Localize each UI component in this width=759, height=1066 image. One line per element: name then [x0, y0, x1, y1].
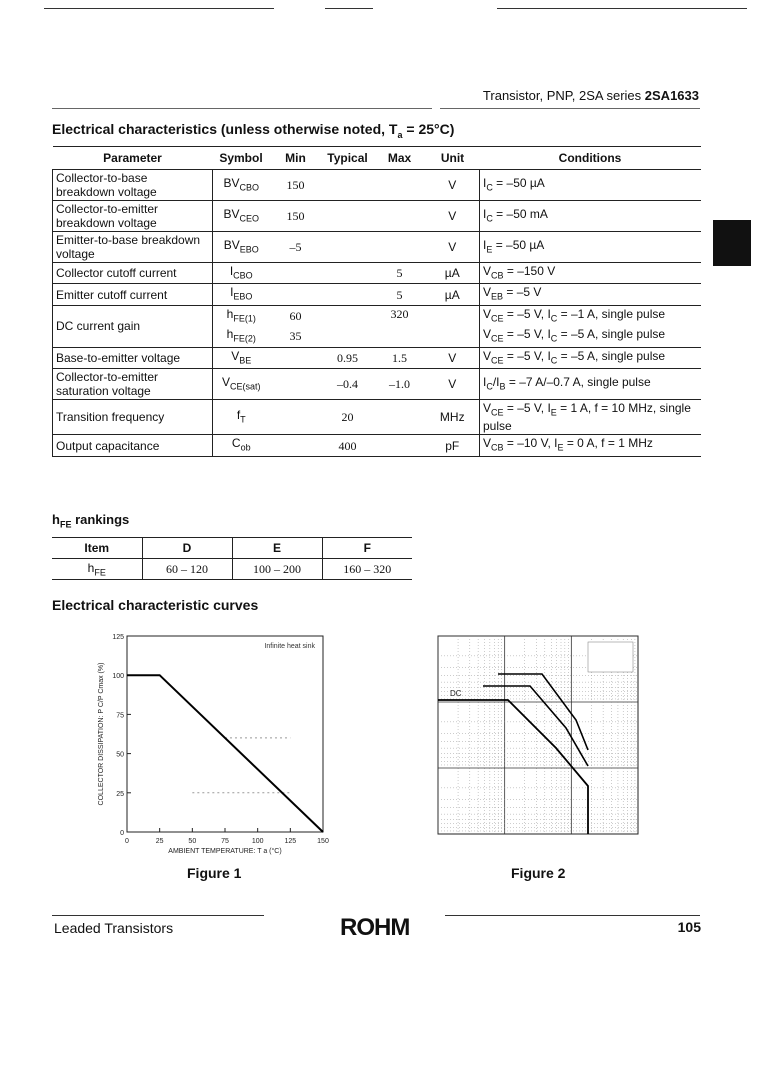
x-tick-label: 100	[251, 838, 264, 845]
cell-max: –1.0	[374, 368, 426, 399]
cell-unit: V	[426, 347, 480, 368]
cell-parameter: Emitter-to-base breakdown voltage	[53, 232, 213, 263]
cell-conditions: $V_{CE} = -5$ V, $I_C = -5$ A, single pulse	[480, 347, 701, 368]
cell-min	[270, 399, 322, 434]
header-max: Max	[374, 147, 426, 170]
symbol-sub: CE(sat)	[230, 381, 261, 392]
hfe-row-label	[52, 559, 142, 580]
symbol-sub: EBO	[233, 291, 253, 302]
cell-parameter: Transition frequency	[53, 399, 213, 434]
section-title-sub: a	[397, 129, 403, 140]
cell-max	[374, 232, 426, 263]
cell-parameter: DC current gain	[53, 305, 213, 347]
legend-box	[588, 642, 633, 672]
cell-min: 35	[270, 326, 322, 347]
footer-category: Leaded Transistors	[54, 920, 174, 936]
header-symbol: Symbol	[213, 147, 270, 170]
chart-annotation: Infinite heat sink	[264, 643, 315, 650]
cell-unit: V	[426, 201, 480, 232]
y-axis-label: COLLECTOR DISSIPATION: P C/P Cmax (%)	[98, 662, 105, 806]
x-tick-label: 50	[188, 838, 197, 845]
cell-max: 1.5	[374, 347, 426, 368]
cell-conditions: $I_C/I_B = -7$ A/–0.7 A, single pulse	[480, 368, 701, 399]
cell-typical: 0.95	[322, 347, 374, 368]
symbol-main: h	[226, 327, 234, 342]
symbol-sub: FE(1)	[233, 313, 256, 324]
table-header-row	[53, 147, 701, 170]
y-tick-label: 25	[116, 790, 124, 798]
cell-min: 150	[270, 201, 322, 232]
cell-symbol	[213, 263, 270, 284]
electrical-characteristics-table	[52, 146, 701, 457]
cell-max	[374, 435, 426, 456]
header-unit: Unit	[426, 147, 480, 170]
cell-max	[374, 399, 426, 434]
cell-parameter: Collector cutoff current	[53, 263, 213, 284]
cell-unit: V	[426, 170, 480, 201]
x-axis-label: AMBIENT TEMPERATURE: T a (°C)	[168, 848, 282, 855]
header-conditions: Conditions	[480, 147, 701, 170]
section-marker-tab	[713, 220, 751, 266]
hfe-value-d: 60 – 120	[142, 559, 232, 580]
figure1-derating-chart	[90, 628, 335, 860]
cell-min	[270, 284, 322, 305]
cell-symbol	[213, 232, 270, 263]
cell-max: 5	[374, 284, 426, 305]
hfe-row-label-sub: FE	[94, 567, 106, 578]
table-row	[53, 399, 701, 434]
symbol-sub: ob	[240, 442, 251, 453]
cell-typical	[322, 305, 374, 347]
table-row	[53, 170, 701, 201]
cell-max: 5	[374, 263, 426, 284]
y-tick-label: 100	[112, 673, 124, 681]
cell-unit: µA	[426, 284, 480, 305]
cell-symbol	[213, 347, 270, 368]
cell-conditions: $V_{EB} = -5$ V	[480, 284, 701, 305]
symbol-sub: CBO	[233, 270, 253, 281]
section-title-electrical	[52, 121, 454, 140]
symbol-main: V	[221, 374, 230, 389]
cell-conditions: $V_{CE} = -5$ V, $I_E = 1$ A, f = 10 MHz, single pulse	[480, 399, 701, 434]
cell-conditions: $V_{CB} = -10$ V, $I_E = 0$ A, f = 1 MHz	[480, 435, 701, 456]
cell-conditions: $I_C = -50$ mA	[480, 201, 701, 232]
x-tick-label: 0	[125, 838, 129, 845]
cell-symbol	[213, 170, 270, 201]
hfe-value-f: 160 – 320	[322, 559, 412, 580]
curve-label-dc: DC	[450, 689, 462, 698]
header-part-number: 2SA1633	[644, 88, 699, 103]
y-tick-label: 125	[112, 634, 124, 641]
cell-symbol	[213, 326, 270, 347]
hfe-header-f: F	[322, 538, 412, 559]
cell-max	[374, 170, 426, 201]
cell-min	[270, 368, 322, 399]
cell-conditions: $V_{CB} = -150$ V	[480, 263, 701, 284]
symbol-sub: EBO	[239, 244, 259, 255]
cell-min	[270, 435, 322, 456]
symbol-main: I	[230, 285, 234, 300]
table-row	[53, 368, 701, 399]
table-row	[53, 305, 701, 326]
cell-max: 320	[374, 305, 426, 347]
cell-typical	[322, 263, 374, 284]
symbol-sub: CEO	[239, 213, 260, 224]
symbol-main: I	[229, 264, 234, 278]
table-row	[53, 284, 701, 305]
header-min: Min	[270, 147, 322, 170]
cell-unit: µA	[426, 263, 480, 284]
header-series: Transistor, PNP, 2SA series	[482, 88, 642, 103]
cell-unit: MHz	[426, 399, 480, 434]
hfe-value-row	[52, 559, 412, 580]
symbol-main: BV	[223, 237, 240, 252]
figure2-soa-chart	[408, 628, 668, 860]
cell-typical	[322, 232, 374, 263]
cell-typical	[322, 284, 374, 305]
footer-page-number: 105	[677, 919, 701, 935]
cell-min	[270, 347, 322, 368]
cell-unit: V	[426, 368, 480, 399]
hfe-header-item: Item	[52, 538, 142, 559]
hfe-header-d: D	[142, 538, 232, 559]
derating-line	[127, 675, 323, 832]
cell-conditions: $V_{CE} = -5$ V, $I_C = -5$ A, single pulse	[480, 326, 701, 347]
footer-brand-logo: ROHM	[340, 914, 410, 941]
soa-curve-pulse-1	[483, 686, 588, 766]
hfe-title-sub: FE	[59, 519, 72, 530]
cell-parameter: Collector-to-emitter saturation voltage	[53, 368, 213, 399]
cell-parameter: Emitter cutoff current	[53, 284, 213, 305]
figure1-caption: Figure 1	[187, 865, 242, 881]
table-row	[53, 201, 701, 232]
table-row	[53, 347, 701, 368]
y-tick-label: 75	[116, 712, 124, 720]
symbol-main: C	[231, 436, 241, 451]
cell-min: 150	[270, 170, 322, 201]
cell-parameter: Collector-to-base breakdown voltage	[53, 170, 213, 201]
x-tick-label: 125	[284, 838, 297, 845]
x-tick-label: 75	[221, 838, 229, 845]
cell-max	[374, 201, 426, 232]
hfe-rankings-table	[52, 537, 412, 580]
table-row	[53, 263, 701, 284]
cell-min: –5	[270, 232, 322, 263]
cell-conditions: $I_E = -50$ µA	[480, 232, 701, 263]
cell-typical	[322, 170, 374, 201]
x-tick-label: 150	[317, 838, 329, 845]
header-parameter: Parameter	[53, 147, 213, 170]
hfe-header-row	[52, 538, 412, 559]
cell-symbol	[213, 305, 270, 326]
cell-symbol	[213, 435, 270, 456]
symbol-main: V	[231, 348, 240, 363]
hfe-value-e: 100 – 200	[232, 559, 322, 580]
cell-min	[270, 263, 322, 284]
curves-section-title: Electrical characteristic curves	[52, 597, 259, 613]
cell-typical: 400	[322, 435, 374, 456]
hfe-title-h: h	[52, 512, 60, 527]
symbol-main: BV	[223, 175, 240, 190]
cell-typical	[322, 201, 374, 232]
symbol-main: h	[226, 306, 234, 321]
section-title-part-a: Electrical characteristics (unless otherwise noted, T	[52, 121, 398, 137]
symbol-main: BV	[223, 206, 240, 221]
symbol-sub: T	[240, 414, 246, 425]
y-tick-label: 50	[116, 751, 124, 759]
cell-typical: –0.4	[322, 368, 374, 399]
cell-unit	[426, 305, 480, 347]
cell-parameter: Base-to-emitter voltage	[53, 347, 213, 368]
symbol-sub: CBO	[239, 182, 260, 193]
cell-conditions: $V_{CE} = -5$ V, $I_C = -1$ A, single pulse	[480, 305, 701, 326]
cell-symbol	[213, 284, 270, 305]
cell-symbol	[213, 368, 270, 399]
cell-parameter: Output capacitance	[53, 435, 213, 456]
cell-unit: V	[426, 232, 480, 263]
symbol-main: f	[236, 407, 241, 422]
cell-min: 60	[289, 308, 302, 323]
cell-unit: pF	[426, 435, 480, 456]
hfe-title-rest: rankings	[71, 512, 130, 527]
symbol-sub: BE	[239, 354, 252, 365]
cell-typical: 20	[322, 399, 374, 434]
hfe-row-label-h: h	[87, 560, 95, 575]
cell-symbol	[213, 201, 270, 232]
cell-symbol	[213, 399, 270, 434]
section-title-part-b: = 25°C)	[402, 121, 455, 137]
cell-conditions: $I_C = -50$ µA	[480, 170, 701, 201]
table-row	[53, 435, 701, 456]
cell-parameter: Collector-to-emitter breakdown voltage	[53, 201, 213, 232]
document-header	[483, 88, 699, 103]
symbol-sub: FE(2)	[233, 333, 256, 344]
header-typical: Typical	[322, 147, 374, 170]
hfe-rankings-title	[52, 512, 129, 530]
hfe-header-e: E	[232, 538, 322, 559]
figure2-caption: Figure 2	[511, 865, 566, 881]
table-row	[53, 232, 701, 263]
y-tick-label: 0	[120, 830, 124, 837]
x-tick-label: 25	[155, 838, 164, 845]
